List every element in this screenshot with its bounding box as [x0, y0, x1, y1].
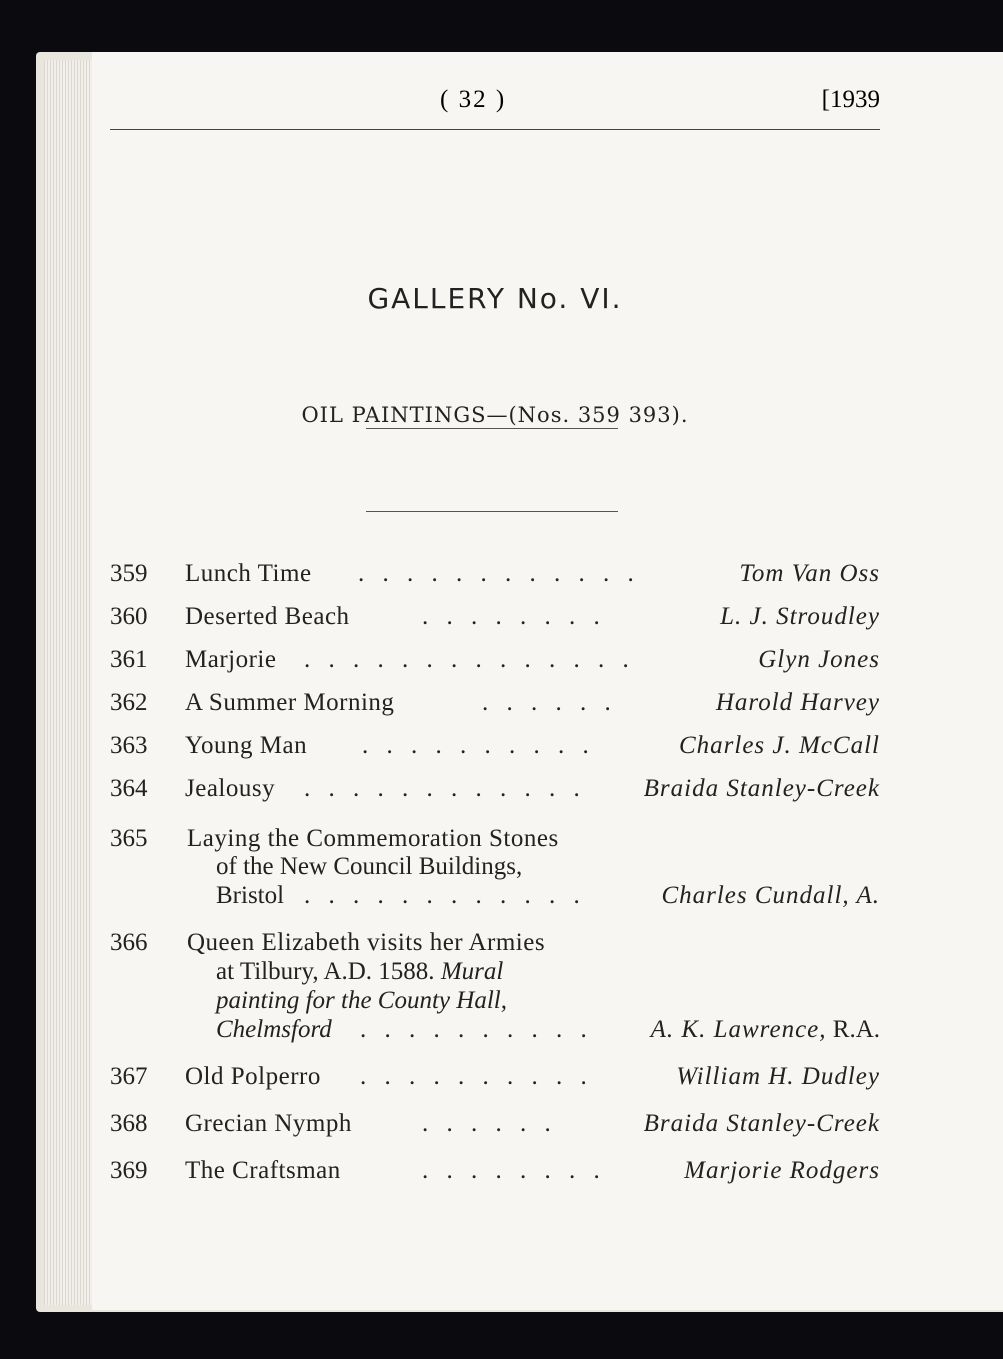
entry-number: 365: [110, 825, 148, 852]
gallery-title: GALLERY No. VI.: [367, 282, 623, 315]
page-number: ( 32 ): [440, 86, 507, 113]
entry-artist: Harold Harvey: [715, 689, 880, 716]
leader-dots: . . . . . . . . . . . .: [304, 775, 586, 802]
header-rule: [110, 129, 880, 130]
entry-note-continued: painting for the County Hall,: [216, 987, 507, 1014]
entry-artist: [651, 1016, 880, 1044]
entry-title: The Craftsman: [185, 1157, 341, 1184]
entry-title: Grecian Nymph: [185, 1110, 352, 1137]
section-title: OIL PAINTINGS—(Nos. 359 393).: [301, 403, 689, 427]
entry-title: A Summer Morning: [185, 689, 395, 716]
entry-number: 364: [110, 775, 148, 802]
entry-artist: Braida Stanley-Creek: [643, 1110, 880, 1137]
entry-location: Chelmsford: [216, 1016, 332, 1043]
leader-dots: . . . . . . . .: [422, 603, 606, 630]
entry-number: 363: [110, 732, 148, 759]
entry-artist-suffix: R.A.: [832, 1016, 880, 1043]
entry-artist: Marjorie Rodgers: [684, 1157, 880, 1184]
entry-title: Lunch Time: [185, 560, 312, 587]
entry-number: 366: [110, 929, 148, 956]
year-label: [1939: [821, 86, 880, 113]
leader-dots: . . . . . .: [482, 689, 617, 716]
leader-dots: . . . . . . . . . . . .: [358, 560, 640, 587]
entry-artist: William H. Dudley: [676, 1063, 880, 1090]
leader-dots: . . . . . . . . . .: [360, 1016, 593, 1043]
entry-note: Mural: [440, 958, 504, 985]
entry-artist: Tom Van Oss: [739, 560, 880, 587]
entry-title: Old Polperro: [185, 1063, 321, 1090]
entry-artist: Glyn Jones: [758, 646, 880, 673]
entry-title: Laying the Commemoration Stones: [187, 825, 559, 852]
entry-title: Deserted Beach: [185, 603, 350, 630]
entry-number: 360: [110, 603, 148, 630]
leader-dots: . . . . . . . . . . . . . .: [304, 646, 635, 673]
page-header: [110, 86, 880, 126]
entry-number: 361: [110, 646, 148, 673]
entry-artist: L. J. Stroudley: [720, 603, 880, 630]
entry-artist: Braida Stanley-Creek: [643, 775, 880, 802]
entry-artist-name: A. K. Lawrence,: [650, 1016, 827, 1043]
entry-artist: Charles Cundall, A.: [661, 882, 880, 909]
entry-title: Marjorie: [185, 646, 277, 673]
entry-number: 367: [110, 1063, 148, 1090]
entry-number: 359: [110, 560, 148, 587]
entry-artist: Charles J. McCall: [678, 732, 880, 759]
entry-title-continued: [216, 958, 503, 986]
leader-dots: . . . . . . . . . .: [360, 1063, 593, 1090]
entry-title-continued: of the New Council Buildings,: [216, 853, 523, 880]
leader-dots: . . . . . .: [422, 1110, 557, 1137]
entry-title: Queen Elizabeth visits her Armies: [187, 929, 546, 956]
leader-dots: . . . . . . . . . . . .: [304, 882, 586, 909]
entry-title: Young Man: [185, 732, 308, 759]
entry-title-continued: Bristol: [216, 882, 285, 909]
leader-dots: . . . . . . . . . .: [362, 732, 595, 759]
entry-number: 369: [110, 1157, 148, 1184]
entry-number: 362: [110, 689, 148, 716]
section-rule-top: [366, 428, 618, 429]
entry-title: Jealousy: [185, 775, 276, 802]
entry-number: 368: [110, 1110, 148, 1137]
entry-place-date: at Tilbury, A.D. 1588.: [216, 958, 435, 985]
leader-dots: . . . . . . . .: [422, 1157, 606, 1184]
section-rule-bottom: [366, 511, 618, 512]
